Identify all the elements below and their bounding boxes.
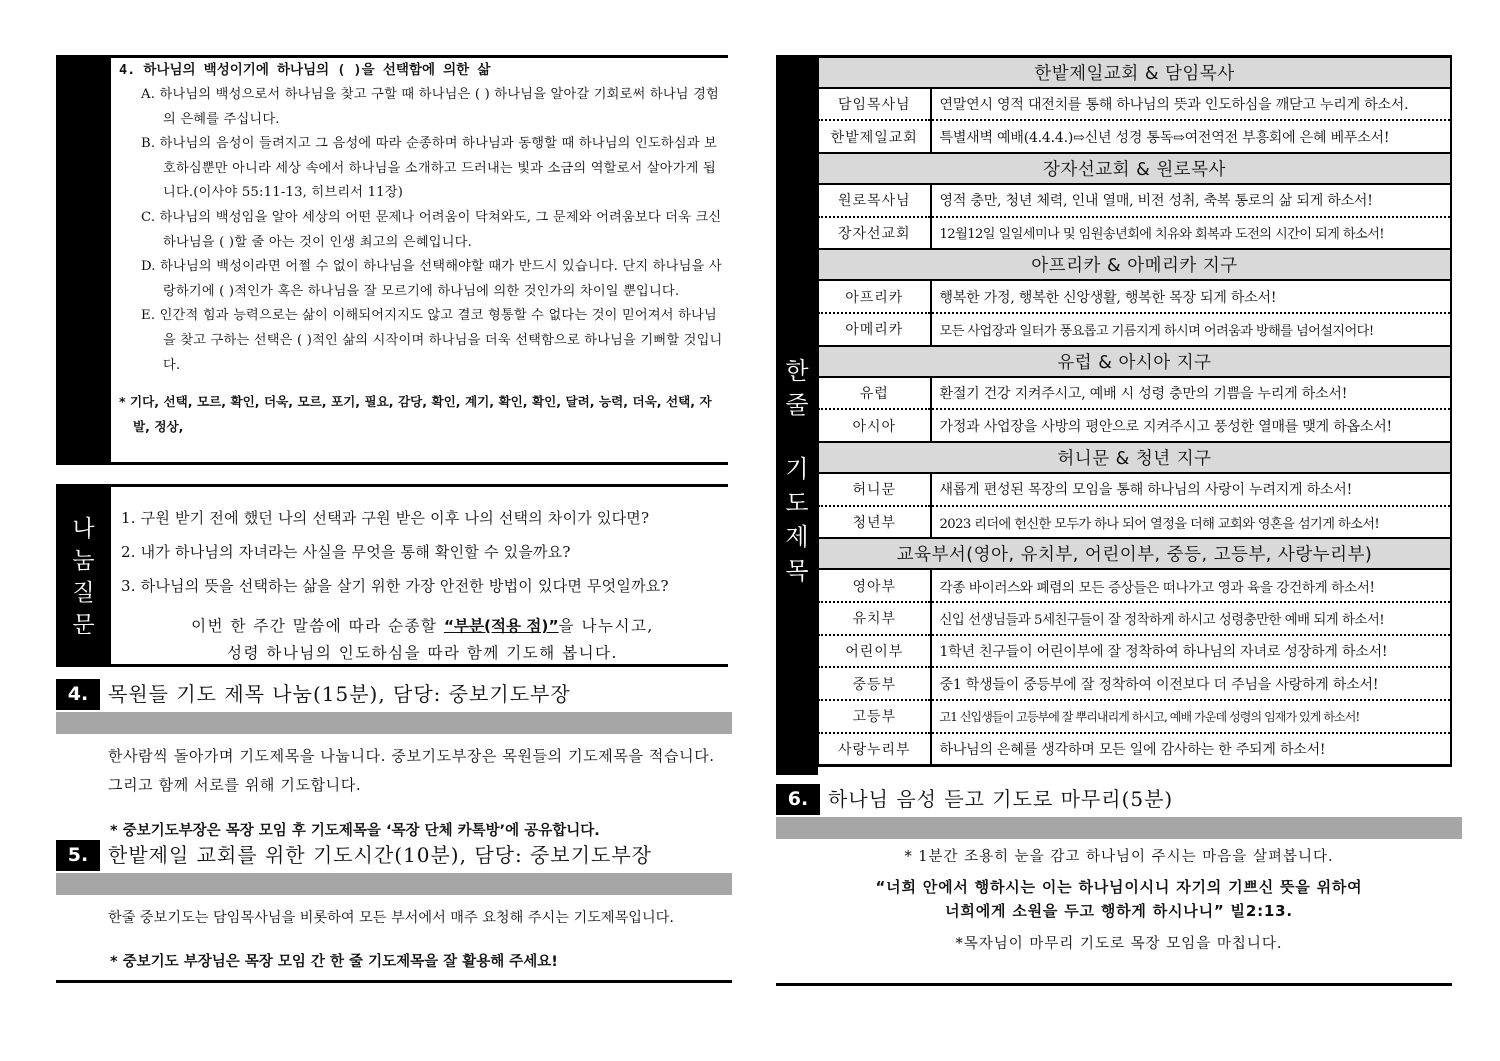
prayer-row-label: 장자선교회 — [819, 217, 931, 250]
side-label-char: 줄 — [785, 391, 809, 419]
section-number: 5. — [56, 840, 100, 871]
bible-verse-line-2: 너희에게 소원을 두고 행하게 하시나니” 빌2:13. — [945, 902, 1293, 920]
lesson-item-c: C. 하나님의 백성임을 알아 세상의 어떤 문제나 어려움이 닥쳐와도, 그 문제와 어려움보다 더욱 크신 하나님을 ( )할 줄 아는 것이 인생 최고의 은혜입니다. — [141, 209, 722, 250]
prayer-row-text: 특별새벽 예배(4.4.4.)⇨신년 성경 통독⇨여전역전 부흥회에 은혜 베푸소서! — [931, 120, 1452, 153]
prayer-row-label: 중등부 — [819, 667, 931, 700]
prayer-side-bar — [776, 55, 818, 775]
prayer-row-label: 허니문 — [819, 473, 931, 506]
section-4-header — [56, 679, 732, 735]
prayer-group-header: 허니문 & 청년 지구 — [819, 442, 1452, 473]
section-5-body: 한줄 중보기도는 담임목사님을 비롯하여 모든 부서에서 매주 요청해 주시는 기도제목입니다. — [108, 910, 674, 926]
prayer-row-text: 연말연시 영적 대전치를 통해 하나님의 뜻과 인도하심을 깨닫고 누리게 하소서. — [931, 88, 1452, 121]
prayer-group-header: 아프리카 & 아메리카 지구 — [819, 249, 1452, 280]
lesson-item-d: D. 하나님의 백성이라면 어쩔 수 없이 하나님을 선택해야할 때가 반드시 있습니다. 단지 하나님을 사랑하기에 ( )적인가 혹은 하나님을 잘 모르기에 하나님에 의한 것인가의 차이일 뿐입니다. — [141, 259, 722, 299]
prayer-row-text: 행복한 가정, 행복한 신앙생활, 행복한 목장 되게 하소서! — [931, 280, 1452, 313]
prayer-row-label: 유치부 — [819, 602, 931, 635]
lesson-item-a: A. 하나님의 백성으로서 하나님을 찾고 구할 때 하나님은 ( ) 하나님을 알아갈 기회로써 하나님 경험의 은혜를 주십니다. — [141, 87, 719, 127]
sharing-questions-section — [56, 484, 728, 667]
prayer-row-label: 한밭제일교회 — [819, 120, 931, 153]
prayer-row-label: 사랑누리부 — [819, 733, 931, 766]
prayer-row-label: 영아부 — [819, 569, 931, 602]
prayer-row-text: 2023 리더에 헌신한 모두가 하나 되어 열정을 더해 교회와 영혼을 섬기게 하소서! — [931, 506, 1452, 539]
section-5-header — [56, 840, 732, 896]
prayer-row-text: 새롭게 편성된 목장의 모임을 통해 하나님의 사랑이 누려지게 하소서! — [931, 473, 1452, 506]
closing-note: * 1분간 조용히 눈을 감고 하나님이 주시는 마음을 살펴봅니다. — [904, 849, 1334, 865]
prayer-row-text: 1학년 친구들이 어린이부에 잘 정착하여 하나님의 자녀로 성장하게 하소서! — [931, 635, 1452, 668]
prayer-row-text: 영적 충만, 청년 체력, 인내 열매, 비전 성취, 축복 통로의 삶 되게 하소서! — [931, 184, 1452, 217]
lesson-section — [56, 55, 728, 465]
prayer-row-text: 모든 사업장과 일터가 풍요롭고 기름지게 하시며 어려움과 방해를 넘어설지어다! — [931, 313, 1452, 346]
prayer-group-header: 교육부서(영아, 유치부, 어린이부, 중등, 고등부, 사랑누리부) — [819, 538, 1452, 569]
prayer-table — [818, 55, 1452, 767]
prayer-row-text: 신입 선생님들과 5세친구들이 잘 정착하게 하시고 성령충만한 예배 되게 하소서! — [931, 602, 1452, 635]
closing-instruction: *목자님이 마무리 기도로 목장 모임을 마칩니다. — [955, 936, 1283, 952]
prayer-row-label: 담임목사님 — [819, 88, 931, 121]
side-label-char: 나 — [72, 516, 95, 542]
lesson-item-e: E. 인간적 힘과 능력으로는 삶이 이해되어지지도 않고 결코 형통할 수 없다는 것이 믿어져서 하나님을 찾고 구하는 선택은 ( )적인 삶의 시작이며 하나님을 더욱 선택함으로 하나님을 기뻐할 것입니다. — [141, 308, 723, 373]
prayer-row-text: 12월12일 일일세미나 및 임원송년회에 치유와 회복과 도전의 시간이 되게 하소서! — [931, 217, 1452, 250]
prayer-row-text: 하나님의 은혜를 생각하며 모든 일에 감사하는 한 주되게 하소서! — [931, 733, 1452, 766]
bible-verse-line-1: “너희 안에서 행하시는 이는 하나님이시니 자기의 기쁘신 뜻을 위하여 — [875, 878, 1363, 896]
section-grey-band — [776, 817, 1462, 839]
section-title: 하나님 음성 듣고 기도로 마무리(5분) — [828, 787, 1174, 811]
prayer-row-label: 고등부 — [819, 700, 931, 733]
section-grey-band — [56, 873, 732, 895]
share-text: 이번 한 주간 말씀에 따라 순종할 — [191, 617, 444, 635]
side-label-char: 질 — [72, 580, 95, 606]
prayer-row-text: 고1 신입생들이 고등부에 잘 뿌리내리게 하시고, 예배 가운데 성령의 임재가 있게 하소서! — [931, 700, 1452, 733]
side-label-char: 눔 — [72, 548, 95, 574]
section-4-note: * 중보기도부장은 목장 모임 후 기도제목을 ‘목장 단체 카톡방’에 공유합니다. — [110, 823, 600, 839]
section-number: 6. — [776, 784, 820, 815]
side-label-char: 한 — [785, 357, 809, 385]
section-side-bar — [56, 58, 111, 462]
lesson-item-b: B. 하나님의 음성이 들려지고 그 음성에 따라 순종하며 하나님과 동행할 때 하나님의 인도하심과 보호하심뿐만 아니라 세상 속에서 하나님을 소개하고 드러내는 빛과 소금의 역할로서 살아가게 됩니다.(이사야 55:11-13, 히브리서 11장) — [141, 136, 718, 201]
prayer-row-text: 중1 학생들이 중등부에 잘 정착하여 이전보다 더 주님을 사랑하게 하소서! — [931, 667, 1452, 700]
prayer-row-label: 아시아 — [819, 409, 931, 442]
prayer-row-label: 아프리카 — [819, 280, 931, 313]
prayer-row-label: 아메리카 — [819, 313, 931, 346]
share-emphasis: “부분(적용 점)” — [443, 617, 559, 635]
side-label-char: 문 — [72, 612, 95, 638]
side-label-char: 도 — [785, 489, 809, 517]
answer-word-list: * 기다, 선택, 모르, 확인, 더욱, 모르, 포기, 필요, 감당, 확인, 계기, 확인, 확인, 달려, 능력, 더욱, 선택, 자발, 정상, — [119, 394, 712, 434]
sharing-question-1: 1. 구원 받기 전에 했던 나의 선택과 구원 받은 이후 나의 선택의 차이가 있다면? — [121, 509, 650, 527]
share-text: 을 나누시고, — [558, 617, 654, 635]
section-4-body: 한사람씩 돌아가며 기도제목을 나눕니다. 중보기도부장은 목원들의 기도제목을 적습니다. 그리고 함께 서로를 위해 기도합니다. — [108, 747, 715, 794]
section-number: 4. — [56, 679, 100, 710]
prayer-row-text: 각종 바이러스와 폐렴의 모든 증상들은 떠나가고 영과 육을 강건하게 하소서! — [931, 569, 1452, 602]
prayer-row-label: 청년부 — [819, 506, 931, 539]
section-6-header — [776, 784, 1462, 840]
prayer-row-text: 가정과 사업장을 사방의 평안으로 지켜주시고 풍성한 열매를 맺게 하옵소서! — [931, 409, 1452, 442]
sharing-instruction — [121, 613, 724, 667]
prayer-row-label: 어린이부 — [819, 635, 931, 668]
section-5-note: * 중보기도 부장님은 목장 모임 간 한 줄 기도제목을 잘 활용해 주세요! — [110, 954, 558, 970]
sharing-question-2: 2. 내가 하나님의 자녀라는 사실을 무엇을 통해 확인할 수 있을까요? — [121, 543, 571, 561]
prayer-row-label: 유럽 — [819, 377, 931, 410]
section-title: 한밭제일 교회를 위한 기도시간(10분), 담당: 중보기도부장 — [108, 843, 652, 867]
share-line-2: 성령 하나님의 인도하심을 따라 함께 기도해 봅니다. — [227, 644, 618, 662]
section-grey-band — [56, 712, 732, 734]
prayer-group-header: 유럽 & 아시아 지구 — [819, 346, 1452, 377]
side-label-char: 기 — [785, 455, 809, 483]
divider-line — [56, 980, 732, 983]
side-label-char: 제 — [785, 523, 809, 551]
prayer-group-header: 한밭제일교회 & 담임목사 — [819, 57, 1452, 88]
side-label-char: 목 — [785, 557, 809, 585]
sharing-question-3: 3. 하나님의 뜻을 선택하는 삶을 살기 위한 가장 안전한 방법이 있다면 무엇일까요? — [121, 577, 669, 595]
lesson-heading: 4. 하나님의 백성이기에 하나님의 ( )을 선택함에 의한 삶 — [119, 62, 491, 78]
prayer-group-header: 장자선교회 & 원로목사 — [819, 153, 1452, 184]
prayer-row-label: 원로목사님 — [819, 184, 931, 217]
section-side-bar — [56, 487, 111, 664]
prayer-row-text: 환절기 건강 지켜주시고, 예배 시 성령 충만의 기쁨을 누리게 하소서! — [931, 377, 1452, 410]
section-title: 목원들 기도 제목 나눔(15분), 담당: 중보기도부장 — [108, 682, 571, 706]
divider-line — [776, 983, 1452, 986]
